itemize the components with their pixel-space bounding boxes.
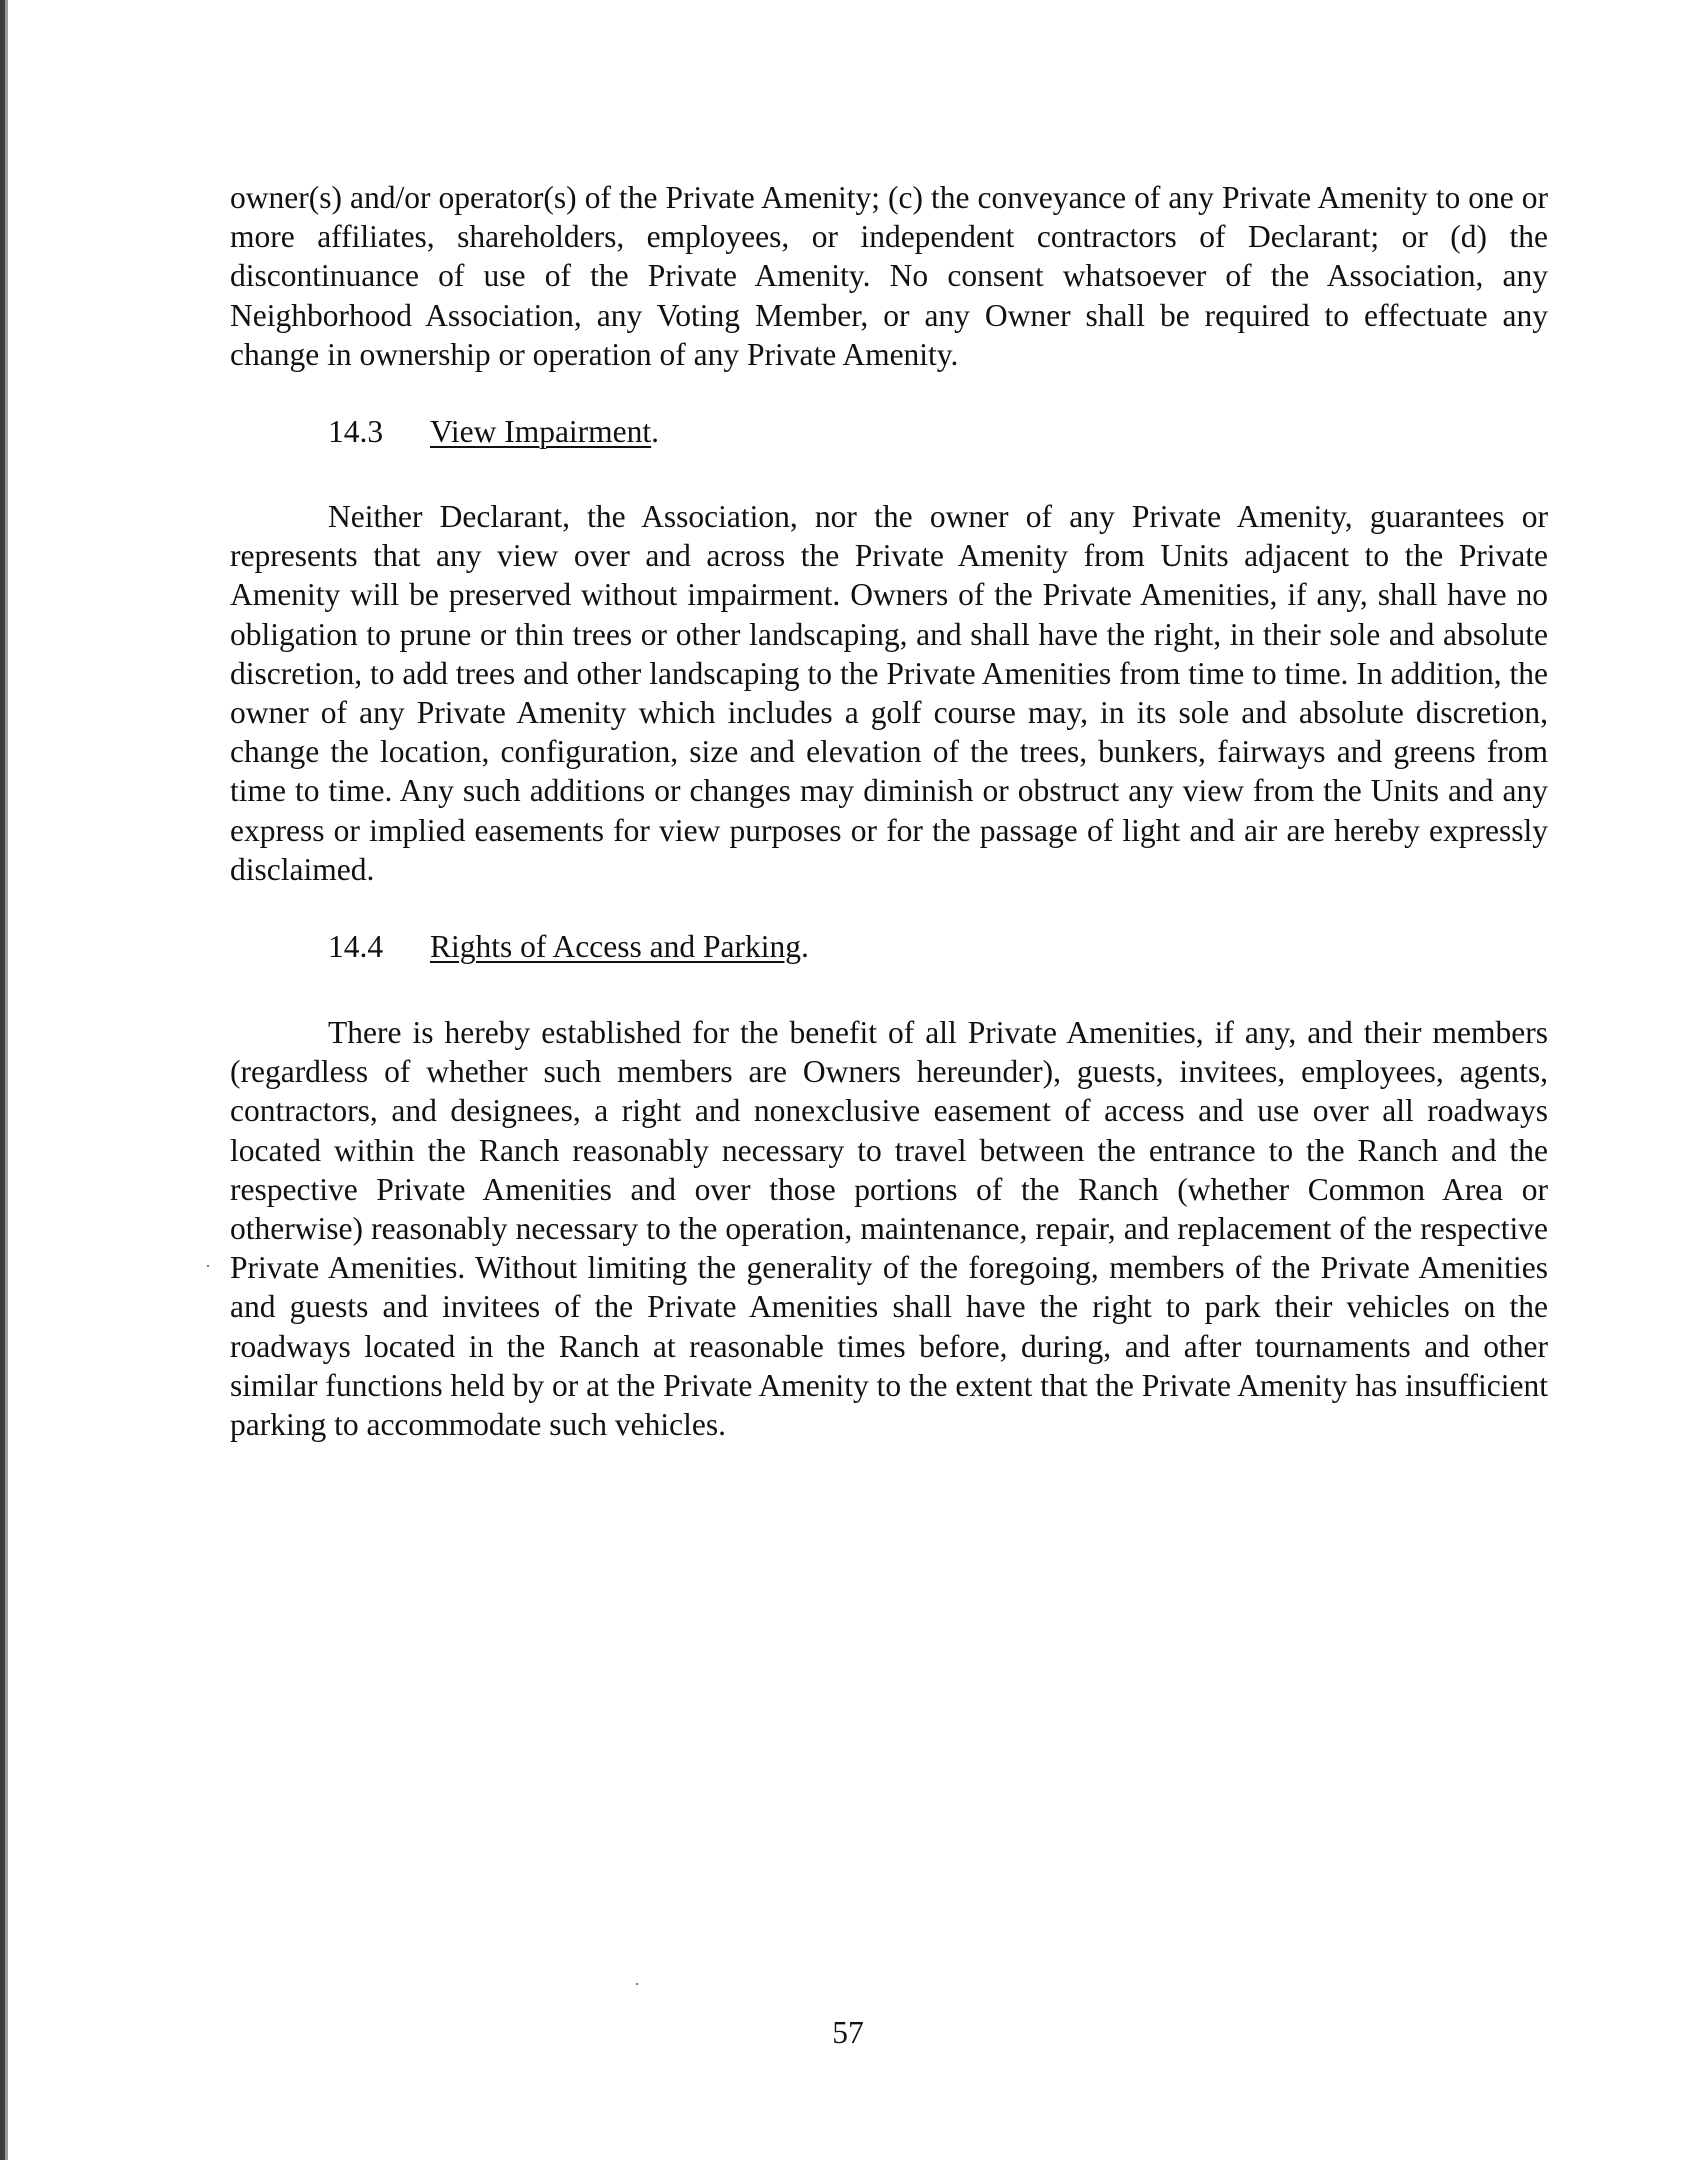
section-heading-14-3 bbox=[230, 412, 1548, 451]
scan-speck bbox=[636, 1983, 638, 1985]
continuation-paragraph: owner(s) and/or operator(s) of the Private Amenity; (c) the conveyance of any Private Amenity to one or more affiliates, shareholders, employees, or independent contractors of Declarant; or (d) the discontinuance of use of the Private Amenity. No consent whatsoever of the Association, any Neighborhood Association, any Voting Member, or any Owner shall be required to effectuate any change in ownership or operation of any Private Amenity. bbox=[230, 180, 1548, 372]
section-number: 14.4 bbox=[328, 929, 384, 965]
scan-edge-highlight bbox=[5, 0, 8, 2160]
section-body-14-3: Neither Declarant, the Association, nor the owner of any Private Amenity, guarantees or represents that any view over and across the Private Amenity from Units adjacent to the Private Amenity will be preserved without impairment. Owners of the Private Amenities, if any, shall have no obligation to prune or thin trees or other landscaping, and shall have the right, in their sole and absolute discretion, to add trees and other landscaping to the Private Amenities from time to time. In addition, the owner of any Private Amenity which includes a golf course may, in its sole and absolute discretion, change the location, configuration, size and elevation of the trees, bunkers, fairways and greens from time to time. Any such additions or changes may diminish or obstruct any view from the Units and any express or implied easements for view purposes or for the passage of light and air are hereby expressly disclaimed. bbox=[230, 499, 1548, 887]
document-body bbox=[230, 178, 1548, 1444]
section-title: View Impairment bbox=[430, 414, 652, 450]
section-body-14-4: There is hereby established for the benefit of all Private Amenities, if any, and their members (regardless of whether such members are Owners hereunder), guests, invitees, employees, agents, contractors, and designees, a right and nonexclusive easement of access and use over all roadways located within the Ranch reasonably necessary to travel between the entrance to the Ranch and the respective Private Amenities and over those portions of the Ranch (whether Common Area or otherwise) reasonably necessary to the operation, maintenance, repair, and replacement of the respective Private Amenities. Without limiting the generality of the foregoing, members of the Private Amenities and guests and invitees of the Private Amenities shall have the right to park their vehicles on the roadways located in the Ranch at reasonable times before, during, and after tournaments and other similar functions held by or at the Private Amenity to the extent that the Private Amenity has insufficient parking to accommodate such vehicles. bbox=[230, 1015, 1548, 1443]
section-number: 14.3 bbox=[328, 414, 384, 450]
heading-period: . bbox=[800, 929, 809, 965]
section-title: Rights of Access and Parking bbox=[430, 929, 801, 965]
page-number: 57 bbox=[832, 2015, 864, 2050]
section-heading-14-4 bbox=[230, 927, 1548, 966]
scan-speck bbox=[207, 1265, 209, 1267]
heading-period: . bbox=[651, 414, 660, 450]
